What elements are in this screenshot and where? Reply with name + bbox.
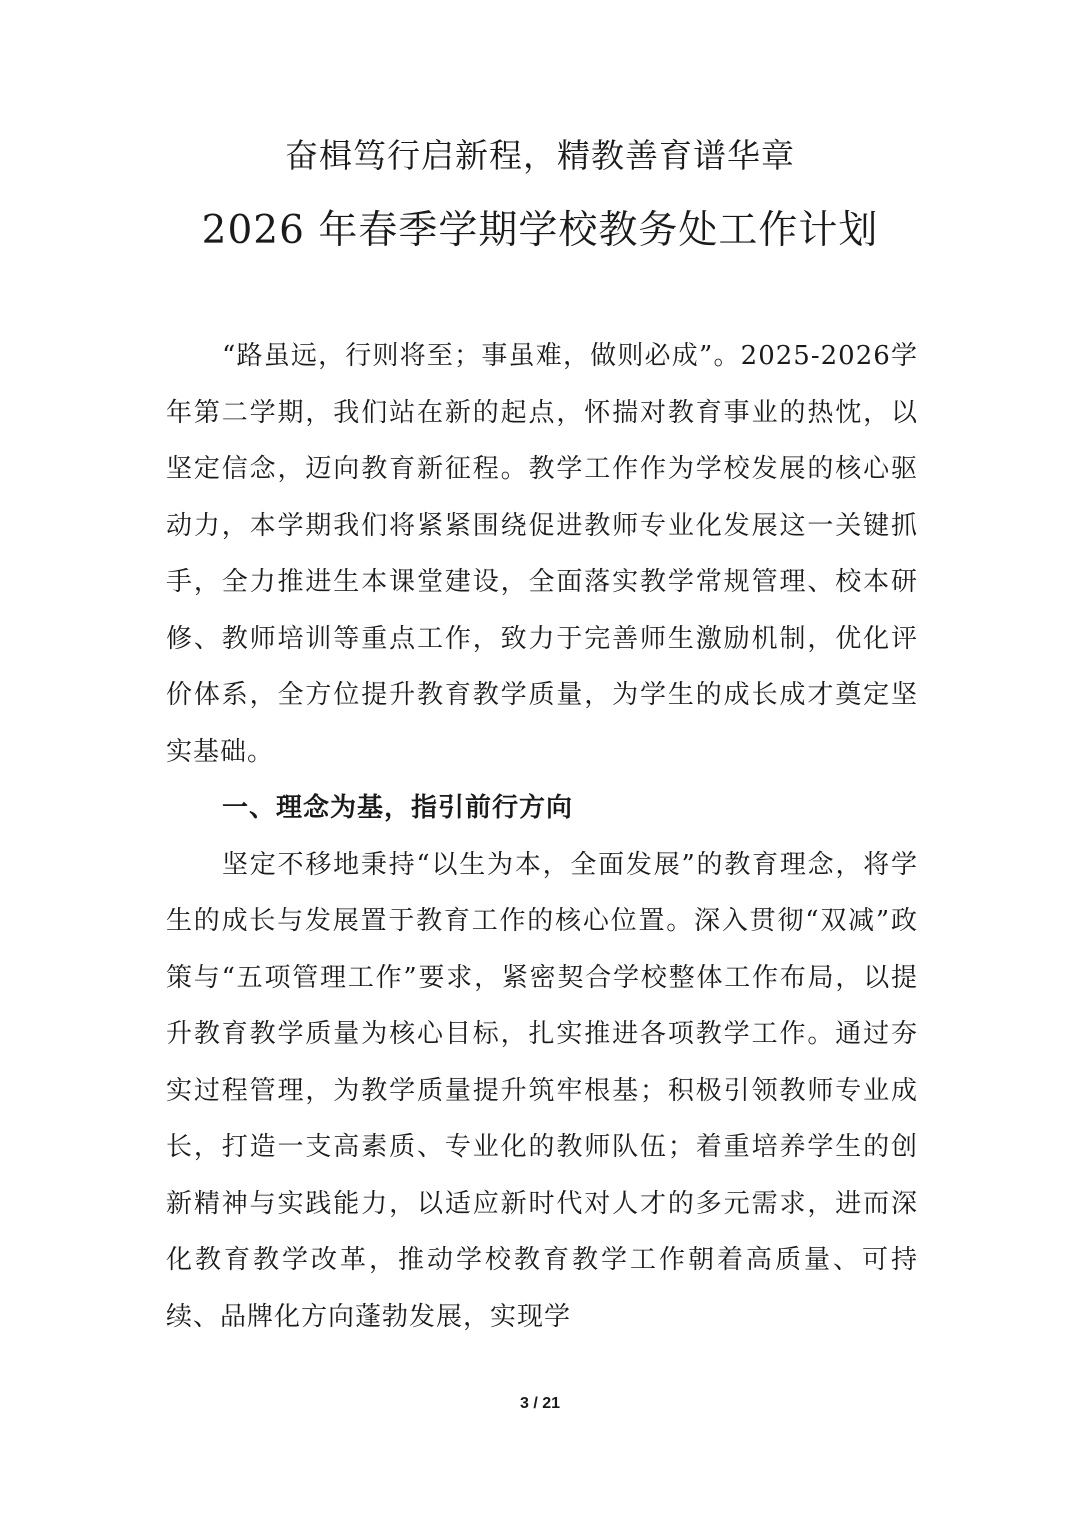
section-paragraph: 坚定不移地秉持“以生为本，全面发展”的教育理念，将学生的成长与发展置于教育工作的核心位置。深入贯彻“双减”政策与“五项管理工作”要求，紧密契合学校整体工作布局，以提升教育教学质量为核心目标，扎实推进各项教学工作。通过夯实过程管理，为教学质量提升筑牢根基；积极引领教师专业成长，打造一支高素质、专业化的教师队伍；着重培养学生的创新精神与实践能力，以适应新时代对人才的多元需求，进而深化教育教学改革，推动学校教育教学工作朝着高质量、可持续、品牌化方向蓬勃发展，实现学 <box>166 849 918 1332</box>
page-number: 3 / 21 <box>519 1395 561 1412</box>
document-subtitle: 2026 年春季学期学校教务处工作计划 <box>201 208 879 253</box>
document-title: 奋楫笃行启新程，精教善育谱华章 <box>285 136 795 175</box>
intro-paragraph: “路虽远，行则将至；事虽难，做则必成”。2025-2026学年第二学期，我们站在新的起点，怀揣对教育事业的热忱，以坚定信念，迈向教育新征程。教学工作作为学校发展的核心驱动力，本学期我们将紧紧围绕促进教师专业化发展这一关键抓手，全力推进生本课堂建设，全面落实教学常规管理、校本研修、教师培训等重点工作，致力于完善师生激励机制，优化评价体系，全方位提升教育教学质量，为学生的成长成才奠定坚实基础。 <box>166 341 918 767</box>
section-heading: 一、理念为基，指引前行方向 <box>222 793 574 823</box>
document-body <box>166 328 918 1345</box>
